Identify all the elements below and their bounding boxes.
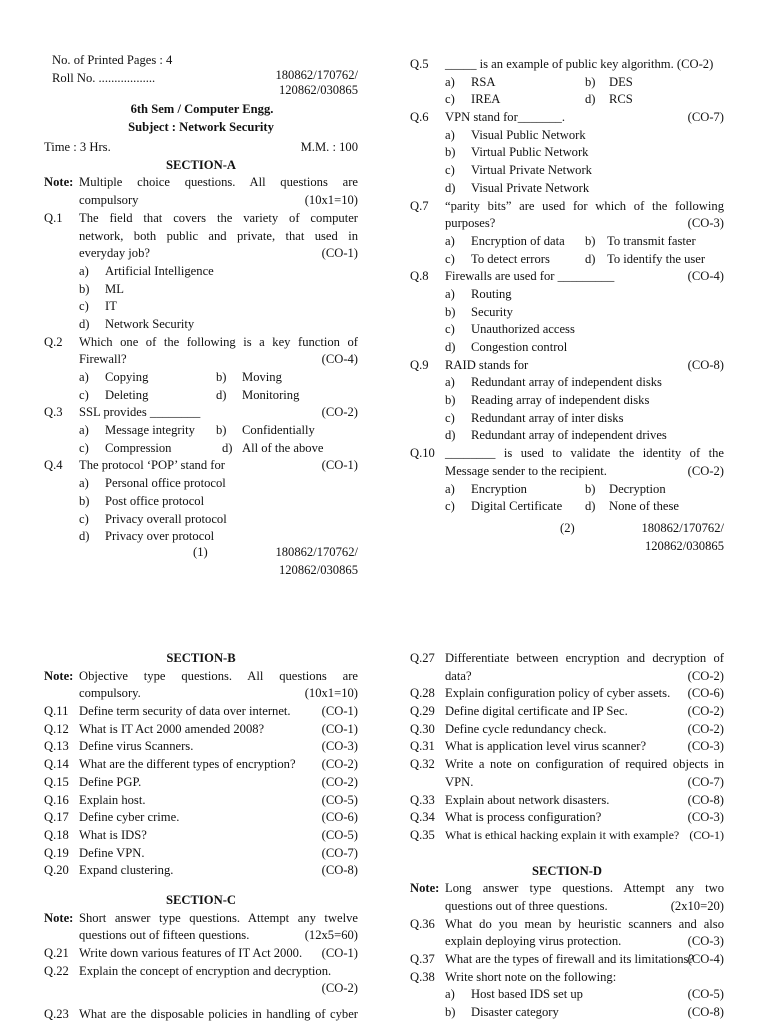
question-38: Q.38 Write short note on the following: [410,969,617,984]
question-36: Q.36 What do you mean by heuristic scanners and also [410,916,724,931]
question-32: Q.32 Write a note on configuration of required objects in [410,757,724,772]
section-b-note: Note: Objective type questions. All questions are [44,668,358,683]
question-12: Q.12 What is IT Act 2000 amended 2008? (CO-1) [44,721,358,736]
page-2: Q.5 _____ is an example of public key algorithm. (CO-2) a) RSA b) DES c) IREA d) RCS Q.6 VPN stand for_______. (CO-7) a) Visual Public Network b) Virtual Public Network c) Virtual Private Network d) Visual Private Network Q.7 “parity bits” are used for which of the following purposes? (CO-3) a) Encryption of data b) To transmit faster c) To detect errors d) To identify the user Q.8 Firewalls are used for _________ (CO-4) a) Routing b) Security c) Unauthorized access d) Congestion control Q.9 RAID stands for (CO-8) a) Redundant array of independent disks b) Reading array of independent disks c) Redundant array of inter disks d) Redundant array of independent drives Q.10 ________ is used to validate the identity of the Message sender to the recipient. (CO-2) a) Encryption b) Decryption c) Digital Certificate d) None of these (2) 180862/170762/ 120862/030865 [410,57,724,553]
question-35: Q.35 What is ethical hacking explain it with example? (CO-1) [410,827,724,842]
option: a) Visual Public Network [445,127,586,142]
question-16: Q.16 Explain host. (CO-5) [44,792,358,807]
option: c) Redundant array of inter disks [445,410,624,425]
question-5: Q.5 _____ is an example of public key algorithm. (CO-2) [410,57,714,71]
question-8: Q.8 Firewalls are used for _________ (CO-4) [410,269,724,284]
option: c) Unauthorized access [445,322,575,337]
option: a) Copying b) Moving [79,370,282,384]
question-23: Q.23 What are the disposable policies in handling of cyber [44,1007,358,1022]
option: d) Network Security [79,316,195,331]
question-19: Q.19 Define VPN. (CO-7) [44,845,358,860]
section-c-note: Note: Short answer type questions. Attempt any twelve [44,910,358,925]
page-1: No. of Printed Pages : 4 Roll No. .................. 180862/170762/ 120862/030865 6th Sem / Computer Engg. Subject : Network Security Time : 3 Hrs. M.M. : 100 SECTION-A Note: Multiple choice questions. All questions are compulsory (10x1=10) Q.1 The field that covers the variety of computer network, both public and private, that used in everyday job? (CO-1) a) Artificial Intelligence b) ML c) IT d) Network Security Q.2 Which one of the following is a key function of Firewall? (CO-4) a) Copying b) Moving c) Deleting d) Monitoring Q.3 SSL provides ________ (CO-2) a) Message integrity b) Confidentially c) Compression d) All of the above Q.4 The protocol ‘POP’ stand for (CO-1) a) Personal office protocol b) Post office protocol c) Privacy overall protocol d) Privacy over protocol (1) 180862/170762/ 120862/030865 [44,53,358,577]
question-33: Q.33 Explain about network disasters. (CO-8) [410,792,724,807]
question-13: Q.13 Define virus Scanners. (CO-3) [44,739,358,754]
printed-pages: No. of Printed Pages : 4 [52,53,173,67]
section-d-note: Note: Long answer type questions. Attempt any two [410,881,724,896]
option: a) Encryption of data b) To transmit faster [445,233,696,248]
section-b-title: SECTION-B [166,651,236,665]
question-11: Q.11 Define term security of data over internet. (CO-1) [44,704,358,719]
option: a) Host based IDS set up (CO-5) [445,987,724,1002]
option: c) Digital Certificate d) None of these [445,499,679,514]
option: c) IREA d) RCS [445,92,633,107]
page-4: Q.27 Differentiate between encryption and decryption of data? (CO-2) Q.28 Explain configuration policy of cyber assets. (CO-6) Q.29 Define digital certificate and IP Sec. (CO-2) Q.30 Define cycle redundancy check. (CO-2) Q.31 What is application level virus scanner? (CO-3) Q.32 Write a note on configuration of required objects in VPN. (CO-7) Q.33 Explain about network disasters. (CO-8) Q.34 What is process configuration? (CO-3) Q.35 What is ethical hacking explain it with example? (CO-1) SECTION-D Note: Long answer type questions. Attempt any two questions out of three questions. (2x10=20) Q.36 What do you mean by heuristic scanners and also explain deploying virus protection. (CO-3) Q.37 What are the types of firewall and its limitations? (CO-4) Q.38 Write short note on the following: a) Host based IDS set up (CO-5) b) Disaster category (CO-8) [410,650,724,1022]
question-4: Q.4 The protocol ‘POP’ stand for (CO-1) [44,458,358,473]
option: d) Privacy over protocol [79,529,215,544]
option: b) Reading array of independent disks [445,393,650,408]
question-9: Q.9 RAID stands for (CO-8) [410,357,724,372]
option: a) RSA b) DES [445,74,633,89]
option: b) Post office protocol [79,493,205,508]
option: c) Deleting d) Monitoring [79,387,300,402]
option: b) ML [79,281,124,296]
page-number: (2) [560,520,575,535]
paper-code: 120862/030865 [278,83,358,98]
option: c) To detect errors d) To identify the user [445,251,706,266]
option: b) Security [445,304,513,319]
question-37: Q.37 What are the types of firewall and its limitations? (CO-4) [410,952,724,966]
option: c) IT [79,299,117,314]
question-20: Q.20 Expand clustering. (CO-8) [44,863,358,878]
question-15: Q.15 Define PGP. (CO-2) [44,774,358,789]
option: a) Personal office protocol [79,476,226,491]
page-footer: (1) 180862/170762/ [44,544,358,562]
option: b) Disaster category (CO-8) [445,1005,724,1020]
question-6: Q.6 VPN stand for_______. (CO-7) [410,110,724,125]
option: d) Visual Private Network [445,180,590,195]
question-27: Q.27 Differentiate between encryption and decryption of [410,651,724,665]
page-3: SECTION-B Note: Objective type questions. All questions are compulsory. (10x1=10) Q.11 Define term security of data over internet. (CO-1) Q.12 What is IT Act 2000 amended 2008? (CO-1) Q.13 Define virus Scanners. (CO-3) Q.14 What are the different types of encryption? (CO-2) Q.15 Define PGP. (CO-2) Q.16 Explain host. (CO-5) Q.17 Define cyber crime. (CO-6) Q.18 What is IDS? (CO-5) Q.19 Define VPN. (CO-7) Q.20 Expand clustering. (CO-8) SECTION-C Note: Short answer type questions. Attempt any twelve questions out of fifteen questions. (12x5=60) Q.21 Write down various features of IT Act 2000. (CO-1) Q.22 Explain the concept of encryption and decryption. (CO-2) Q.23 What are the disposable policies in handling of cyber [44,650,358,1024]
question-17: Q.17 Define cyber crime. (CO-6) [44,810,358,825]
option: a) Message integrity b) Confidentially [79,423,315,438]
option: c) Privacy overall protocol [79,511,227,526]
option: b) Virtual Public Network [445,145,589,160]
semester: 6th Sem / Computer Engg. [130,102,274,117]
subject: Subject : Network Security [128,120,274,135]
option: d) Congestion control [445,340,568,354]
page-number: (1) [193,544,208,559]
page-footer: (2) 180862/170762/ [410,520,724,538]
option: a) Routing [445,286,512,301]
option: a) Artificial Intelligence [79,263,214,278]
option: a) Encryption b) Decryption [445,481,666,496]
option: d) Redundant array of independent drives [445,428,667,443]
question-28: Q.28 Explain configuration policy of cyber assets. (CO-6) [410,686,724,701]
option: a) Redundant array of independent disks [445,375,662,390]
option: c) Virtual Private Network [445,163,592,178]
question-10: Q.10 ________ is used to validate the identity of the [410,446,724,461]
question-3: Q.3 SSL provides ________ (CO-2) [44,405,358,420]
section-a-title: SECTION-A [166,157,236,172]
question-22: Q.22 Explain the concept of encryption and decryption. [44,963,332,978]
question-7: Q.7 “parity bits” are used for which of the following [410,198,724,213]
question-18: Q.18 What is IDS? (CO-5) [44,827,358,842]
section-a-note: Note: Multiple choice questions. All questions are [44,175,358,190]
question-2: Q.2 Which one of the following is a key function of [44,334,358,349]
question-29: Q.29 Define digital certificate and IP Sec. (CO-2) [410,704,724,719]
question-31: Q.31 What is application level virus scanner? (CO-3) [410,739,724,754]
section-d-title: SECTION-D [532,863,602,878]
question-34: Q.34 What is process configuration? (CO-3) [410,810,724,825]
question-21: Q.21 Write down various features of IT Act 2000. (CO-1) [44,946,358,960]
time-marks: Time : 3 Hrs. M.M. : 100 [44,140,358,155]
option: c) Compression d) All of the above [79,440,324,455]
section-c-title: SECTION-C [166,892,236,907]
question-1: Q.1 The field that covers the variety of computer [44,210,358,225]
roll-no: Roll No. .................. 180862/170762/ [52,67,358,85]
question-14: Q.14 What are the different types of encryption? (CO-2) [44,757,358,772]
question-30: Q.30 Define cycle redundancy check. (CO-2) [410,721,724,736]
